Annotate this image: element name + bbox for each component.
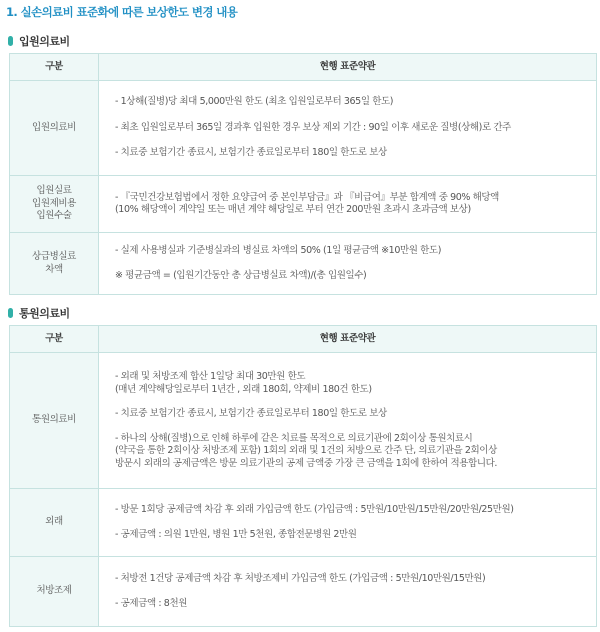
outpatient-terms-table [9,325,597,627]
row-description [99,557,597,627]
description-line: - 처방전 1건당 공제금액 차감 후 처방조제비 가입금액 한도 (가입금액 : 5만원/10만원/15만원) [115,572,486,584]
description-line: - 치료중 보험기간 종료시, 보험기간 종료일로부터 180일 한도로 보상 [115,147,387,159]
description-line: ※ 평균금액 = (입원기간동안 총 상급병실료 차액)/(총 입원일수) [115,270,367,281]
section-heading-inpatient [8,33,70,49]
row-description [99,489,597,557]
header-category: 구분 [10,54,99,81]
table-row [10,353,597,489]
description-line: - 하나의 상해(질병)으로 인해 하루에 같은 치료를 목적으로 의료기관에 2회이상 통원치료시 [115,432,473,444]
category-line: 차액 [45,263,63,275]
table-row [10,233,597,295]
category-line: 처방조제 [36,585,72,597]
row-category [10,353,99,489]
table-row [10,81,597,176]
table-row [10,176,597,233]
section-heading-label: 통원의료비 [19,307,70,320]
row-category [10,176,99,233]
row-description [99,353,597,489]
row-description [99,81,597,176]
category-line: 입원제비용 [32,197,76,209]
category-line: 입원실료 [36,185,72,197]
table-header-row [10,326,597,353]
category-line: 외래 [45,516,63,528]
table-row [10,557,597,627]
header-category: 구분 [10,326,99,353]
header-terms: 현행 표준약관 [99,326,597,353]
page-title: 1. 실손의료비 표준화에 따른 보상한도 변경 내용 [6,5,238,19]
table-header-row [10,54,597,81]
description-line: - 『국민건강보험법에서 정한 요양급여 중 본인부담금』과 『비급여』부분 합계액 중 90% 해당액 [115,191,499,203]
description-line: (약국을 통한 2회이상 처방조제 포함) 1회의 외래 및 1건의 처방으로 간주 단, 의료기관을 2회이상 [115,445,497,456]
description-line: - 실제 사용병실과 기준병실과의 병실료 차액의 50% (1일 평균금액 ※10만원 한도) [115,244,442,256]
description-line: - 외래 및 처방조제 합산 1일당 최대 30만원 한도 [115,371,306,382]
row-category [10,489,99,557]
description-line: - 공제금액 : 의원 1만원, 병원 1만 5천원, 종합전문병원 2만원 [115,529,357,540]
description-line: - 1상해(질병)당 최대 5,000만원 한도 (최초 입원일로부터 365일 한도) [115,96,394,108]
description-line: - 방문 1회당 공제금액 차감 후 외래 가입금액 한도 (가입금액 : 5만원/10만원/15만원/20만원/25만원) [115,503,514,515]
section-heading-outpatient [8,305,70,321]
description-line: (매년 계약해당일로부터 1년간 , 외래 180회, 약제비 180건 한도) [115,383,372,395]
table-row [10,489,597,557]
section-heading-label: 입원의료비 [19,35,70,48]
category-line: 통원의료비 [32,414,76,426]
category-line: 상급병실료 [32,251,76,262]
row-category [10,81,99,176]
description-line: - 최초 입원일로부터 365일 경과후 입원한 경우 보상 제외 기간 : 90일 이후 새로운 질병(상해)로 간주 [115,121,511,133]
description-line: - 치료중 보험기간 종료시, 보험기간 종료일로부터 180일 한도로 보상 [115,408,387,419]
row-description [99,233,597,295]
category-line: 입원수술 [36,210,72,222]
section-bullet-icon [8,36,13,46]
inpatient-terms-table [9,53,597,295]
description-line: - 공제금액 : 8천원 [115,598,187,609]
description-line: (10% 해당액이 계약일 또는 매년 계약 해당일로 부터 연간 200만원 초과시 초과금액 보상) [115,204,471,215]
section-bullet-icon [8,308,13,318]
row-category [10,557,99,627]
row-description [99,176,597,233]
description-line: 방문시 외래의 공제금액은 방문 의료기관의 공제 금액중 가장 큰 금액을 1회에 한하여 적용합니다. [115,457,498,469]
row-category [10,233,99,295]
category-line: 입원의료비 [32,121,76,133]
header-terms: 현행 표준약관 [99,54,597,81]
